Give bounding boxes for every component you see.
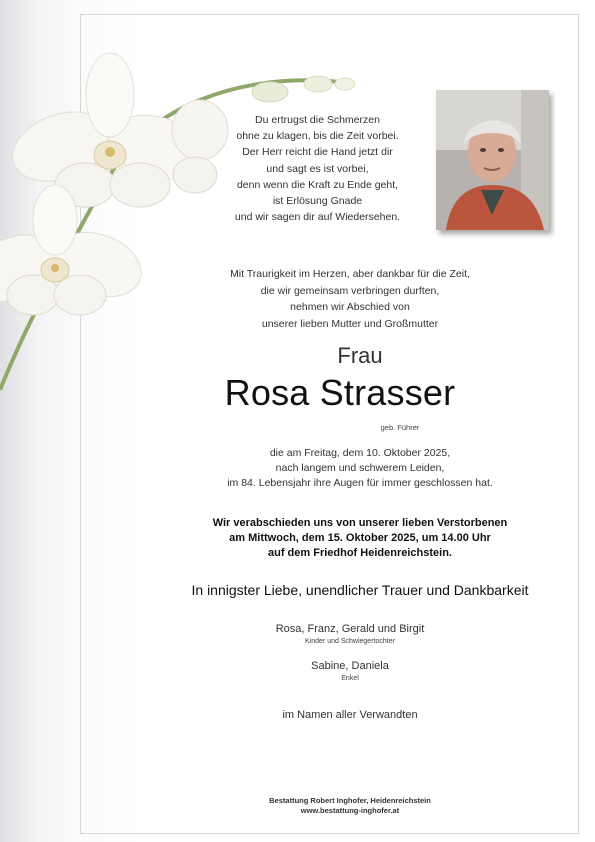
intro-line: unserer lieben Mutter und Großmutter [261, 317, 439, 330]
intro-line: nehmen wir Abschied von [290, 301, 410, 313]
funeral-line: am Mittwoch, dem 15. Oktober 2025, um 14.00 Uhr [229, 532, 491, 544]
memorial-poem [205, 112, 430, 225]
salutation: Frau [337, 343, 383, 368]
poem-line: ist Erlösung Gnade [272, 195, 363, 208]
death-notice-line: die am Freitag, dem 10. Oktober 2025, [269, 447, 451, 459]
funeral-details [160, 516, 560, 561]
intro-text [200, 266, 500, 332]
poem-line: Der Herr reicht die Hand jetzt dir [242, 146, 393, 159]
portrait-photo [436, 90, 549, 230]
poem-line: ohne zu klagen, bis die Zeit vorbei. [236, 130, 399, 143]
family-names: Sabine, Daniela [311, 660, 389, 672]
funeral-line: auf dem Friedhof Heidenreichstein. [268, 547, 452, 559]
death-notice-line: nach langem und schwerem Leiden, [275, 462, 445, 474]
deceased-name: Rosa Strasser [224, 372, 456, 413]
death-notice [160, 446, 560, 491]
death-notice-line: im 84. Lebensjahr ihre Augen für immer geschlossen hat. [227, 477, 493, 489]
closing-line: In innigster Liebe, unendlicher Trauer und Dankbarkeit [191, 582, 529, 598]
maiden-name: geb. Führer [380, 423, 420, 432]
poem-line: denn wenn die Kraft zu Ende geht, [236, 178, 399, 191]
relatives-line: im Namen aller Verwandten [282, 709, 418, 721]
poem-line: und wir sagen dir auf Wiedersehen. [234, 211, 401, 224]
poem-line: und sagt es ist vorbei, [266, 162, 369, 175]
undertaker-name: Bestattung Robert Inghofer, Heidenreichstein [269, 796, 431, 805]
undertaker-info [180, 796, 520, 816]
family-role: Kinder und Schwiegertochter [305, 638, 395, 645]
poem-line: Du ertrugst die Schmerzen [255, 114, 380, 126]
funeral-line: Wir verabschieden uns von unserer lieben Verstorbenen [212, 517, 508, 529]
intro-line: die wir gemeinsam verbringen durften, [260, 284, 440, 297]
intro-line: Mit Traurigkeit im Herzen, aber dankbar für die Zeit, [230, 268, 470, 280]
undertaker-website[interactable]: www.bestattung-inghofer.at [300, 806, 400, 815]
family-role: Enkel [341, 675, 359, 682]
family-names: Rosa, Franz, Gerald und Birgit [275, 623, 425, 635]
